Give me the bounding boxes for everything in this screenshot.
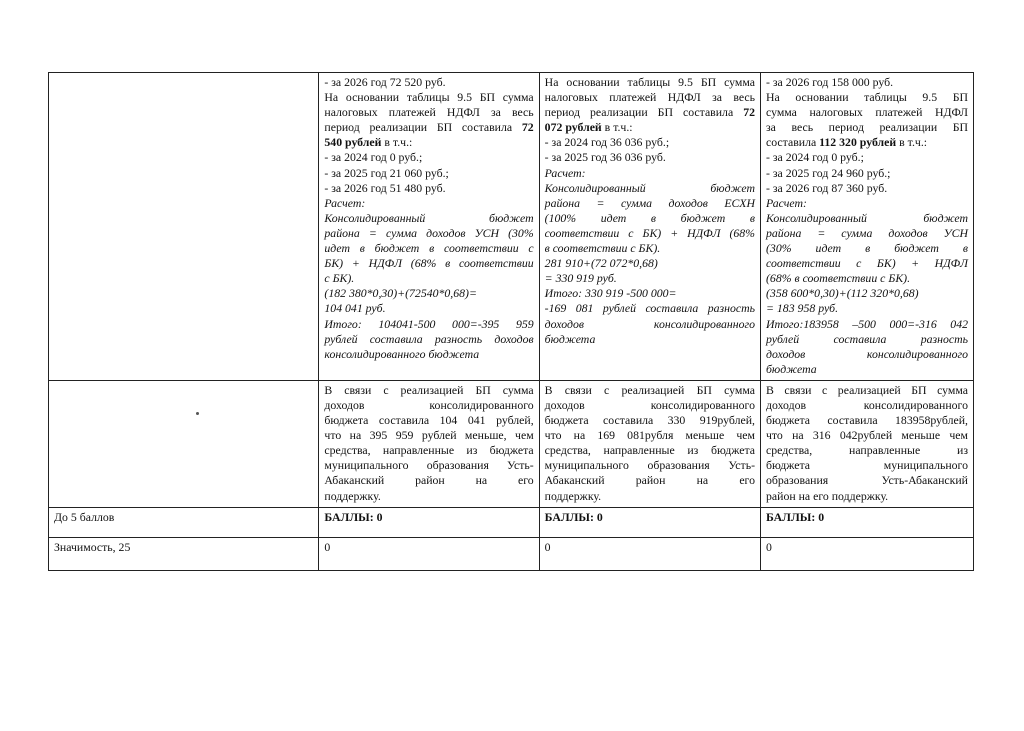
text-line: района = сумма доходов ЕСХН — [544, 195, 755, 210]
text-line: муниципального образования Усть- — [544, 458, 755, 473]
summary-row — [49, 380, 974, 507]
text-line: В связи с реализацией БП сумма — [544, 382, 755, 397]
text-line: Расчет: — [544, 165, 586, 180]
text-line: (30% идет в бюджет в — [766, 241, 968, 256]
text-line: района = сумма доходов УСН — [766, 225, 968, 240]
text-line: что на 395 959 рублей меньше, чем — [324, 428, 534, 443]
text-line: доходов консолидированного — [544, 316, 755, 331]
bold-amount: 112 320 рублей — [819, 135, 897, 150]
text-line: 281 910+(72 072*0,68) — [544, 256, 658, 271]
significance-row — [49, 537, 974, 570]
significance-label: Значимость, 25 — [49, 537, 319, 570]
text-line: район на его поддержку. — [766, 488, 889, 503]
text-fragment: в т.ч.: — [381, 135, 413, 150]
text-line: доходов консолидированного — [766, 397, 968, 412]
evaluation-table — [48, 72, 974, 571]
text-line: рублей составила разность — [766, 331, 968, 346]
calc-cell-project-2 — [539, 73, 760, 381]
text-line: что на 316 042рублей меньше чем — [766, 428, 968, 443]
criterion-cell-empty — [49, 73, 319, 381]
calc-cell-project-3 — [761, 73, 974, 381]
text-line: - за 2024 год 36 036 руб.; — [544, 135, 670, 150]
text-line: На основании таблицы 9.5 БП сумма — [324, 90, 534, 105]
text-fragment: в т.ч.: — [896, 135, 928, 150]
score-value-project-1: БАЛЛЫ: 0 — [319, 507, 539, 537]
text-line: Итого: 330 919 -500 000= — [544, 286, 677, 301]
text-line — [324, 120, 533, 135]
text-line: бюджета составила 330 919рублей, — [544, 413, 755, 428]
text-line: Абаканский район на его — [544, 473, 755, 488]
text-line: муниципального образования Усть- — [324, 458, 534, 473]
text-line — [545, 105, 755, 120]
text-line: (358 600*0,30)+(112 320*0,68) — [766, 286, 919, 301]
text-line: доходов консолидированного — [766, 346, 968, 361]
text-line: На основании таблицы 9.5 БП — [766, 90, 968, 105]
summary-cell-project-2 — [539, 380, 760, 507]
text-line: - за 2025 год 24 960 руб.; — [766, 165, 891, 180]
text-line: поддержку. — [544, 488, 602, 503]
text-line: Расчет: — [324, 195, 366, 210]
significance-value-project-3: 0 — [761, 537, 974, 570]
criterion-cell-empty — [49, 380, 319, 507]
score-row — [49, 507, 974, 537]
text-line: - за 2026 год 158 000 руб. — [766, 75, 894, 89]
text-line: района = сумма доходов УСН (30% — [324, 225, 534, 240]
text-line: рублей составила разность доходов — [324, 331, 534, 346]
text-fragment: период реализации БП составила — [324, 120, 522, 135]
text-line: сумма налоговых платежей НДФЛ — [766, 105, 968, 120]
text-line: что на 169 081рубля меньше чем — [544, 428, 755, 443]
text-line: Расчет: — [766, 195, 807, 210]
text-line: -169 081 рублей составила разность — [544, 301, 755, 316]
text-fragment: составила — [766, 135, 820, 150]
text-line: бюджета составила 104 041 рублей, — [324, 413, 534, 428]
text-line: соответствии с БК) + НДФЛ — [766, 256, 968, 271]
text-line: налоговых платежей НДФЛ за весь — [544, 90, 755, 105]
text-line: идет в бюджет в соответствии с — [324, 241, 534, 256]
text-line: бюджета составила 183958рублей, — [766, 413, 968, 428]
text-line: (68% в соответствии с БК). — [766, 271, 911, 286]
summary-cell-project-1 — [319, 380, 539, 507]
text-line: 104 041 руб. — [324, 301, 386, 316]
text-line: бюджета муниципального — [766, 458, 968, 473]
significance-value-project-1: 0 — [319, 537, 539, 570]
text-line: - за 2026 год 51 480 руб. — [324, 180, 446, 195]
bold-amount: 72 — [521, 120, 534, 135]
text-line: (182 380*0,30)+(72540*0,68)= — [324, 286, 477, 301]
text-line — [545, 120, 755, 135]
text-line: Консолидированный бюджет — [766, 210, 968, 225]
text-line: - за 2025 год 21 060 руб.; — [324, 165, 449, 180]
text-line: = 330 919 руб. — [544, 271, 617, 286]
text-line: - за 2026 год 72 520 руб. — [324, 75, 446, 89]
text-line: доходов консолидированного — [544, 397, 755, 412]
text-line: Итого: 104041-500 000=-395 959 — [324, 316, 534, 331]
text-line: В связи с реализацией БП сумма — [766, 382, 968, 397]
score-value-project-3: БАЛЛЫ: 0 — [761, 507, 974, 537]
text-line: средства, направленные из бюджета — [544, 443, 755, 458]
text-line: - за 2026 год 87 360 руб. — [766, 180, 888, 195]
text-line: (100% идет в бюджет в — [544, 210, 755, 225]
bold-amount: 72 — [743, 105, 755, 120]
text-line: БК) + НДФЛ (68% в соответствии — [324, 256, 534, 271]
bold-amount: 072 рублей — [544, 120, 602, 135]
text-line — [766, 135, 968, 150]
text-fragment: период реализации БП составила — [544, 105, 744, 120]
text-line: Консолидированный бюджет — [544, 180, 755, 195]
score-label: До 5 баллов — [49, 507, 319, 537]
text-line: - за 2024 год 0 руб.; — [766, 150, 864, 165]
text-line: Абаканский район на его — [324, 473, 534, 488]
calculation-row — [49, 73, 974, 381]
calc-cell-project-1 — [319, 73, 539, 381]
bold-amount: 540 рублей — [324, 135, 382, 150]
text-line: - за 2025 год 36 036 руб. — [544, 150, 666, 165]
text-line: Консолидированный бюджет — [324, 210, 534, 225]
text-line: поддержку. — [324, 488, 381, 503]
text-line: Итого:183958 –500 000=-316 042 — [766, 316, 968, 331]
text-line: средства, направленные из — [766, 443, 968, 458]
text-line: - за 2024 год 0 руб.; — [324, 150, 423, 165]
text-line: консолидированного бюджета — [324, 346, 480, 361]
text-fragment: в т.ч.: — [601, 120, 633, 135]
text-line: за весь период реализации БП — [766, 120, 968, 135]
text-line: в соответствии с БК). — [544, 241, 661, 256]
text-line: налоговых платежей НДФЛ за весь — [324, 105, 534, 120]
text-line: средства, направленные из бюджета — [324, 443, 534, 458]
text-line — [324, 135, 533, 150]
text-line: В связи с реализацией БП сумма — [324, 382, 534, 397]
text-line: соответствии с БК) + НДФЛ (68% — [544, 225, 755, 240]
significance-value-project-2: 0 — [539, 537, 760, 570]
summary-cell-project-3 — [761, 380, 974, 507]
text-line: доходов консолидированного — [324, 397, 534, 412]
text-line: бюджета — [766, 361, 817, 376]
score-value-project-2: БАЛЛЫ: 0 — [539, 507, 760, 537]
text-line: с БК). — [324, 271, 355, 286]
text-line: = 183 958 руб. — [766, 301, 839, 316]
text-line: бюджета — [544, 331, 596, 346]
text-line: образования Усть-Абаканский — [766, 473, 968, 488]
text-line: На основании таблицы 9.5 БП сумма — [544, 75, 755, 89]
